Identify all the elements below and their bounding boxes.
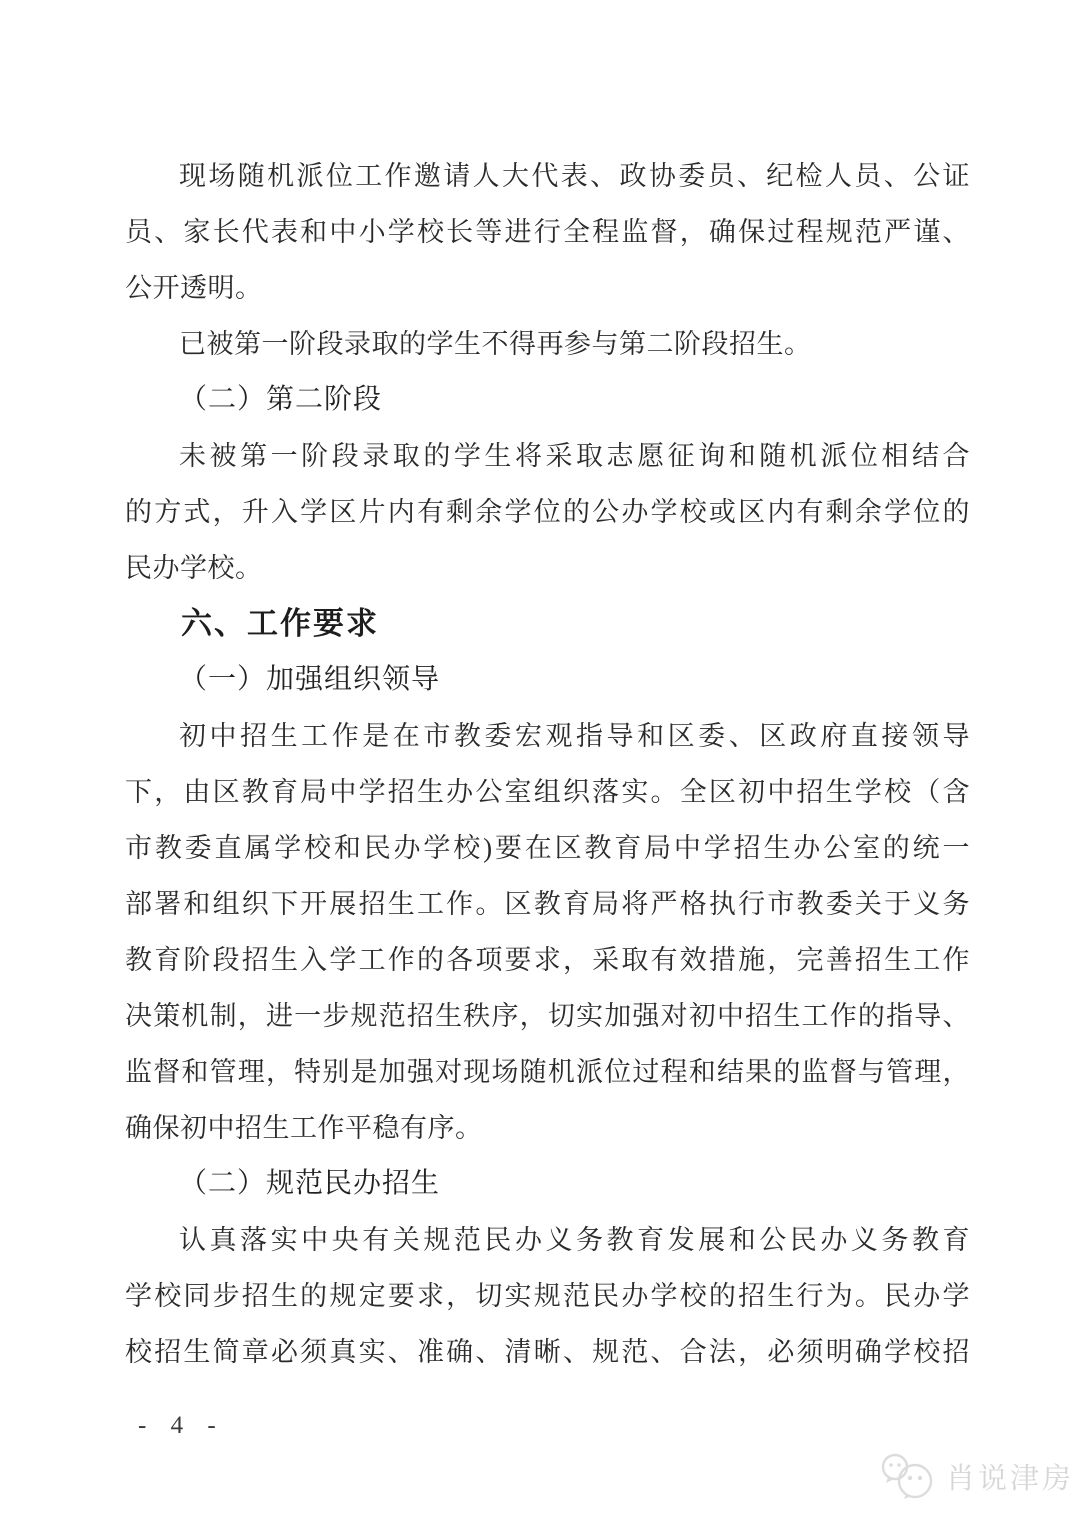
page-number: - 4 - (138, 1412, 225, 1439)
text-line: 未被第一阶段录取的学生将采取志愿征询和随机派位相结合 (179, 441, 970, 471)
text-line: 市教委直属学校和民办学校)要在区教育局中学招生办公室的统一 (125, 833, 970, 863)
watermark-text: 肖说津房 (946, 1462, 1075, 1495)
text-line: 的方式，升入学区片内有剩余学位的公办学校或区内有剩余学位的 (125, 497, 970, 527)
text-line: 公开透明。 (125, 273, 263, 303)
watermark (878, 1452, 1074, 1500)
text-line: 确保初中招生工作平稳有序。 (125, 1113, 483, 1143)
text-line: 民办学校。 (125, 553, 263, 583)
subheading-regulate-private-enrollment: （二）规范民办招生 (179, 1168, 441, 1199)
text-line: 认真落实中央有关规范民办义务教育发展和公民办义务教育 (179, 1225, 970, 1255)
text-line: 现场随机派位工作邀请人大代表、政协委员、纪检人员、公证 (179, 161, 970, 191)
text-line: 下，由区教育局中学招生办公室组织落实。全区初中招生学校（含 (125, 777, 970, 807)
text-line: 已被第一阶段录取的学生不得再参与第二阶段招生。 (179, 329, 812, 359)
text-line: 员、家长代表和中小学校长等进行全程监督，确保过程规范严谨、 (125, 217, 970, 247)
text-line: 教育阶段招生入学工作的各项要求，采取有效措施，完善招生工作 (125, 945, 970, 975)
document-body (125, 148, 970, 1380)
subheading-strengthen-leadership: （一）加强组织领导 (179, 664, 441, 695)
section-heading-work-requirements: 六、工作要求 (181, 606, 379, 641)
text-line: 初中招生工作是在市教委宏观指导和区委、区政府直接领导 (179, 721, 970, 751)
page-footer (138, 1412, 225, 1440)
text-line: 校招生简章必须真实、准确、清晰、规范、合法，必须明确学校招 (125, 1337, 970, 1367)
text-line: 学校同步招生的规定要求，切实规范民办学校的招生行为。民办学 (125, 1281, 970, 1311)
text-line: 部署和组织下开展招生工作。区教育局将严格执行市教委关于义务 (125, 889, 970, 919)
wechat-bubbles-icon (878, 1452, 936, 1500)
subheading-stage-two: （二）第二阶段 (179, 384, 383, 415)
text-line: 监督和管理，特别是加强对现场随机派位过程和结果的监督与管理， (125, 1057, 970, 1087)
text-line: 决策机制，进一步规范招生秩序，切实加强对初中招生工作的指导、 (125, 1001, 970, 1031)
